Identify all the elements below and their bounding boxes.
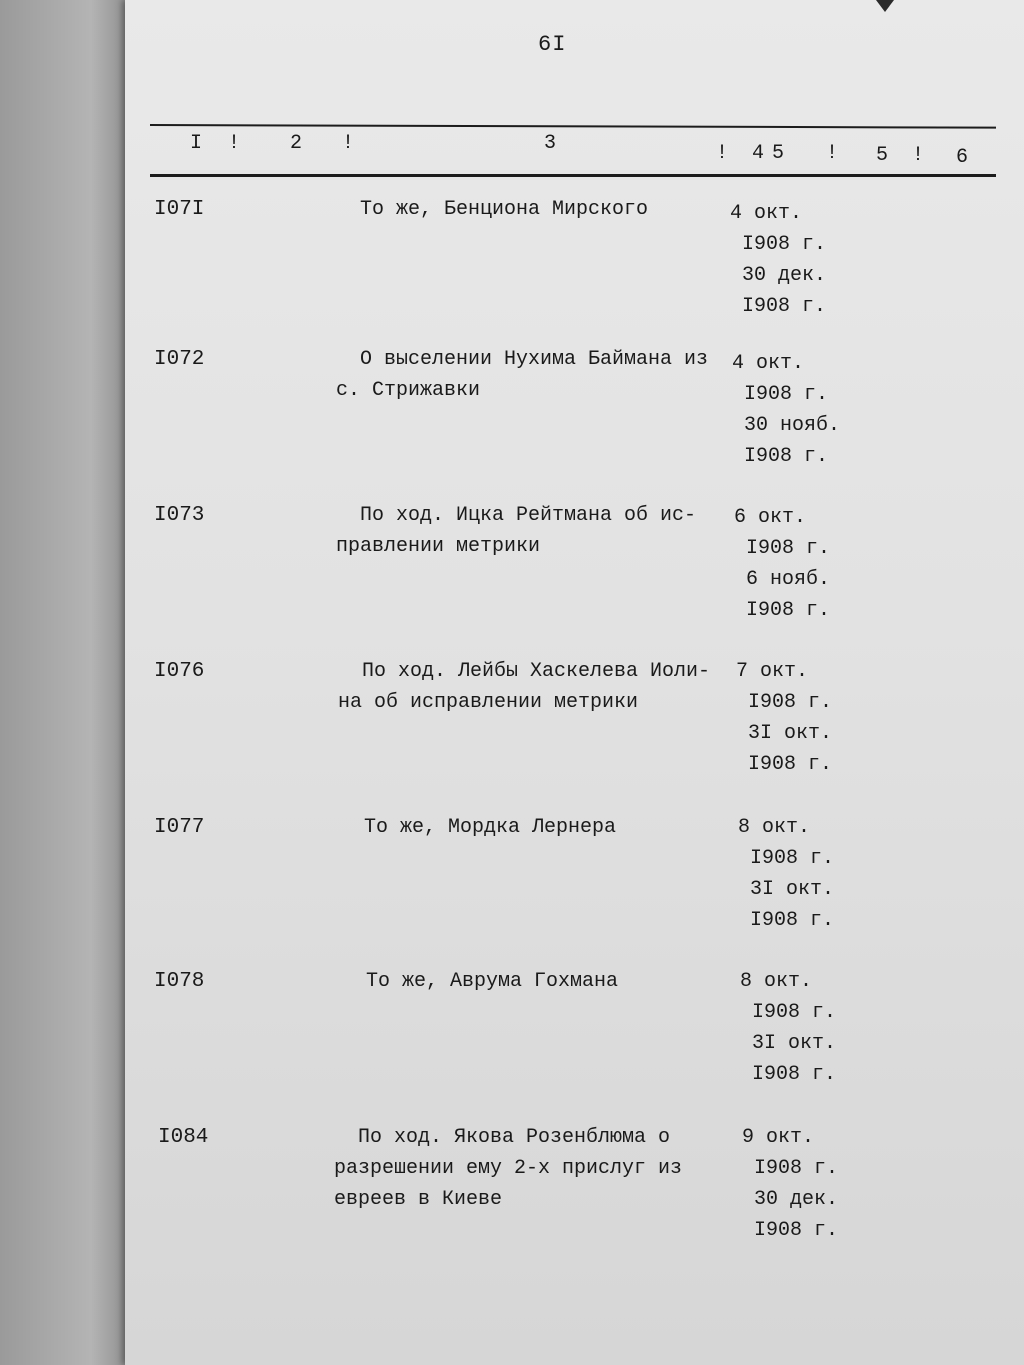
entry-number: I084 <box>158 1126 209 1149</box>
entry-title-line: То же, Мордка Лернера <box>340 816 617 839</box>
entry-title <box>336 344 716 406</box>
entry-date-line: I908 г. <box>734 599 831 622</box>
entry-date-line: I908 г. <box>732 445 829 468</box>
entry-number: I078 <box>154 970 205 993</box>
entry-date-line: I908 г. <box>736 691 833 714</box>
entry-date-line: 30 дек. <box>742 1188 839 1211</box>
entry-title <box>336 500 716 562</box>
entry-title <box>340 812 720 843</box>
entry-date-line: I908 г. <box>740 1001 837 1024</box>
entry-date-line: I908 г. <box>740 1063 837 1086</box>
entry-title-line: разрешении ему 2-х прислуг из <box>334 1157 683 1180</box>
header-col-4: 4 <box>752 142 765 165</box>
entry-date-line: 8 окт. <box>738 816 811 839</box>
entry-date-line: 3I окт. <box>740 1032 837 1055</box>
entry-date-line: I908 г. <box>734 537 831 560</box>
entry-date-line: 7 окт. <box>736 660 809 683</box>
entry-date-line: 30 нояб. <box>732 414 841 437</box>
header-separator: ! <box>912 144 925 167</box>
entry-number: I076 <box>154 660 205 683</box>
header-separator: ! <box>342 132 355 155</box>
entry-date-line: 4 окт. <box>732 352 805 375</box>
header-col-2: 2 <box>290 132 303 155</box>
header-col-5: 5 <box>876 144 889 167</box>
adjacent-page-edge <box>0 0 130 1365</box>
entry-date-line: 9 окт. <box>742 1126 815 1149</box>
entry-number: I077 <box>154 816 205 839</box>
entry-number: I073 <box>154 504 205 527</box>
entry-title <box>342 966 722 997</box>
header-separator: ! <box>826 142 839 165</box>
entry-date-line: I908 г. <box>730 295 827 318</box>
entry-title <box>336 194 716 225</box>
entry-date-line: 8 окт. <box>740 970 813 993</box>
entry-date-line: I908 г. <box>738 909 835 932</box>
entry-number: I072 <box>154 348 205 371</box>
entry-date-line: I908 г. <box>742 1219 839 1242</box>
entry-dates <box>736 656 832 780</box>
entry-title-line: О выселении Нухима Баймана из <box>336 348 709 371</box>
header-separator: ! <box>228 132 241 155</box>
page-number: 6I <box>538 32 567 57</box>
entry-dates <box>734 502 830 626</box>
table-header <box>0 132 1024 172</box>
entry-date-line: 3I окт. <box>736 722 833 745</box>
entry-date-line: 4 окт. <box>730 202 803 225</box>
entry-title-line: По ход. Лейбы Хаскелева Иоли- <box>338 660 711 683</box>
entry-date-line: 6 нояб. <box>734 568 831 591</box>
entry-title-line: на об исправлении метрики <box>338 691 639 714</box>
entry-date-line: 3I окт. <box>738 878 835 901</box>
entry-date-line: I908 г. <box>732 383 829 406</box>
entry-title <box>338 656 718 718</box>
entry-dates <box>742 1122 838 1246</box>
entry-dates <box>740 966 836 1090</box>
entry-date-line: I908 г. <box>736 753 833 776</box>
entry-date-line: I908 г. <box>730 233 827 256</box>
table-header-rule <box>150 174 996 177</box>
entry-title-line: То же, Аврума Гохмана <box>342 970 619 993</box>
header-separator: ! <box>716 142 729 165</box>
header-col-6: 6 <box>956 146 969 169</box>
entry-title-line: По ход. Ицка Рейтмана об ис- <box>336 504 697 527</box>
entry-date-line: 30 дек. <box>730 264 827 287</box>
entry-title-line: По ход. Якова Розенблюма о <box>334 1126 671 1149</box>
entry-dates <box>732 348 840 472</box>
entry-title-line: То же, Бенциона Мирского <box>336 198 649 221</box>
header-col-1: I <box>190 132 203 155</box>
header-col-3: 3 <box>544 132 557 155</box>
header-col-4b: 5 <box>772 142 785 165</box>
entry-date-line: I908 г. <box>742 1157 839 1180</box>
entry-title <box>334 1122 714 1215</box>
entry-dates <box>738 812 834 936</box>
entry-title-line: правлении метрики <box>336 535 541 558</box>
entry-title-line: евреев в Киеве <box>334 1188 503 1211</box>
entry-dates <box>730 198 826 322</box>
entry-date-line: 6 окт. <box>734 506 807 529</box>
corner-mark <box>876 0 894 12</box>
entry-date-line: I908 г. <box>738 847 835 870</box>
entry-number: I07I <box>154 198 205 221</box>
entry-title-line: с. Стрижавки <box>336 379 481 402</box>
